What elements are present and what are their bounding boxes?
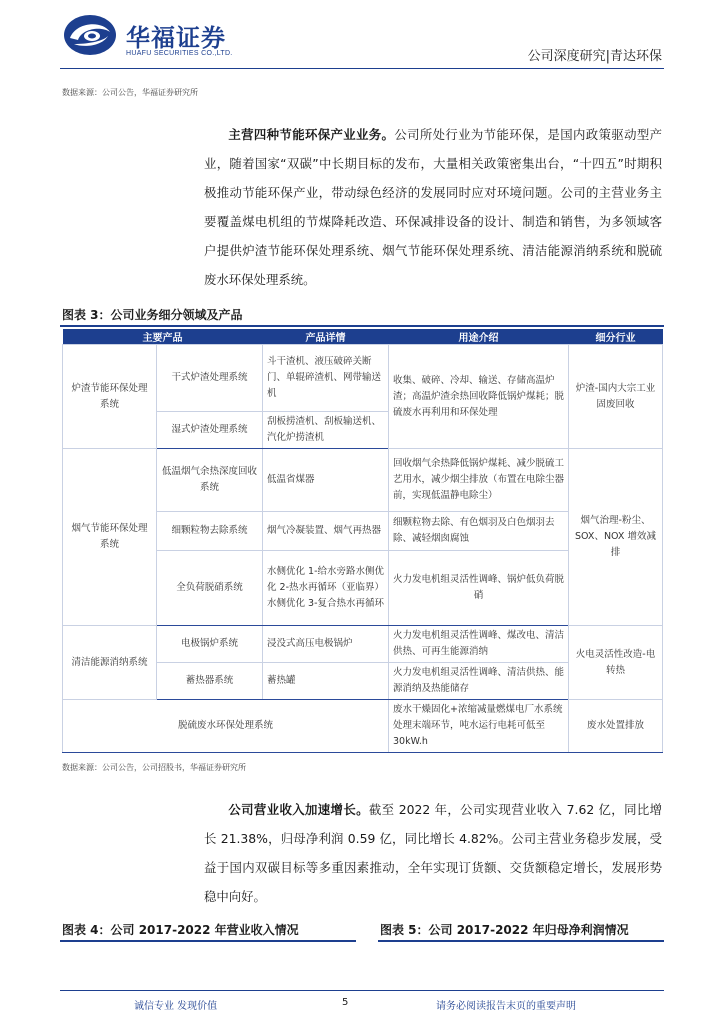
header-industry: 细分行业 bbox=[569, 329, 663, 345]
industry-clean: 火电灵活性改造-电转热 bbox=[569, 626, 663, 700]
product-gas-low: 低温烟气余热深度回收系统 bbox=[157, 449, 263, 512]
top-data-source: 数据来源：公司公告，华福证券研究所 bbox=[62, 88, 198, 97]
footer-divider bbox=[60, 990, 664, 991]
revenue-paragraph bbox=[204, 795, 662, 911]
footer-slogan: 诚信专业 发现价值 bbox=[134, 1001, 218, 1012]
product-clean-boiler: 电极锅炉系统 bbox=[157, 626, 263, 663]
product-gas-full: 全负荷脱硝系统 bbox=[157, 551, 263, 626]
table-row bbox=[63, 345, 663, 412]
usage-slag: 收集、破碎、冷却、输送、存储高温炉渣；高温炉渣余热回收降低锅炉煤耗；脱硫废水再利用和环保处理 bbox=[389, 345, 569, 449]
industry-slag: 炉渣-国内大宗工业固废回收 bbox=[569, 345, 663, 449]
logo-english-name: HUAFU SECURITIES CO.,LTD. bbox=[126, 50, 233, 57]
figure4-rule bbox=[60, 940, 356, 942]
business-text: 公司所处行业为节能环保，是国内政策驱动型产业，随着国家“双碳”中长期目标的发布，大量相关政策密集出台，“十四五”时期积极推动节能环保产业，带动绿色经济的发展同时应对环境问题。公司的主营业务主要覆盖煤电机组的节煤降耗改造、环保减排设备的设计、制造和销售，为多领域客户提供炉渣节能环保处理系统、烟气节能环保处理系统、清洁能源消纳系统和脱硫废水环保处理系统。 bbox=[204, 127, 663, 287]
figure4-title: 图表 4：公司 2017-2022 年营业收入情况 bbox=[62, 923, 299, 937]
logo-chinese-name: 华福证券 bbox=[126, 23, 226, 52]
usage-gas-low: 回收烟气余热降低锅炉煤耗、减少脱硫工艺用水，减少烟尘排放（布置在电除尘器前，实现低温静电除尘） bbox=[389, 449, 569, 512]
product-gas-fine: 细颗粒物去除系统 bbox=[157, 512, 263, 551]
detail-clean-heat: 蓄热罐 bbox=[263, 663, 389, 700]
figure3-title: 图表 3：公司业务细分领域及产品 bbox=[62, 308, 243, 322]
detail-clean-boiler: 浸没式高压电极锅炉 bbox=[263, 626, 389, 663]
industry-gas: 烟气治理-粉尘、SOX、NOX 增效减排 bbox=[569, 449, 663, 626]
usage-water: 废水干燥固化+浓缩减量燃煤电厂水系统处理末端环节，吨水运行电耗可低至30kW.h bbox=[389, 700, 569, 753]
detail-gas-full: 水侧优化 1-给水旁路水侧优化 2-热水再循环（亚临界）水侧优化 3-复合热水再循环 bbox=[263, 551, 389, 626]
table-header-row bbox=[63, 329, 663, 345]
figure3-rule bbox=[60, 325, 664, 327]
product-slag-wet: 湿式炉渣处理系统 bbox=[157, 412, 263, 449]
product-clean-heat: 蓄热器系统 bbox=[157, 663, 263, 700]
industry-water: 废水处置排放 bbox=[569, 700, 663, 753]
usage-clean-boiler: 火力发电机组灵活性调峰、煤改电、清洁供热、可再生能源消纳 bbox=[389, 626, 569, 663]
table-row bbox=[63, 626, 663, 663]
figure5-title: 图表 5：公司 2017-2022 年归母净利润情况 bbox=[380, 923, 629, 937]
page-number: 5 bbox=[342, 997, 349, 1008]
header-main-product: 主要产品 bbox=[63, 329, 263, 345]
figure5-rule bbox=[378, 940, 664, 942]
usage-clean-heat: 火力发电机组灵活性调峰、清洁供热、能源消纳及热能储存 bbox=[389, 663, 569, 700]
detail-gas-low: 低温省煤器 bbox=[263, 449, 389, 512]
category-slag: 炉渣节能环保处理系统 bbox=[63, 345, 157, 449]
header-product-detail: 产品详情 bbox=[263, 329, 389, 345]
business-table bbox=[62, 329, 663, 753]
detail-slag-dry: 斗干渣机、液压破碎关断门、单辊碎渣机、网带输送机 bbox=[263, 345, 389, 412]
header-divider bbox=[60, 68, 664, 69]
figure3-source: 数据来源：公司公告，公司招股书，华福证券研究所 bbox=[62, 763, 246, 772]
category-gas: 烟气节能环保处理系统 bbox=[63, 449, 157, 626]
category-water: 脱硫废水环保处理系统 bbox=[63, 700, 389, 753]
usage-gas-full: 火力发电机组灵活性调峰、锅炉低负荷脱硝 bbox=[389, 551, 569, 626]
company-logo bbox=[62, 12, 252, 64]
revenue-lead: 公司营业收入加速增长。 bbox=[228, 802, 369, 817]
usage-gas-fine: 细颗粒物去除、有色烟羽及白色烟羽去除、减轻烟囱腐蚀 bbox=[389, 512, 569, 551]
category-clean: 清洁能源消纳系统 bbox=[63, 626, 157, 700]
detail-gas-fine: 烟气冷凝装置、烟气再热器 bbox=[263, 512, 389, 551]
detail-slag-wet: 刮板捞渣机、刮板输送机、汽化炉捞渣机 bbox=[263, 412, 389, 449]
footer-disclaimer: 请务必阅读报告末页的重要声明 bbox=[436, 1001, 576, 1012]
logo-swirl-icon bbox=[62, 12, 118, 58]
header-usage: 用途介绍 bbox=[389, 329, 569, 345]
revenue-text: 截至 2022 年，公司实现营业收入 7.62 亿，同比增长 21.38%，归母净利润 0.59 亿，同比增长 4.82%。公司主营业务稳步发展，受益于国内双碳目标等多重因素推动，全年实现订货额、交货额稳定增长，发展形势稳中向好。 bbox=[204, 802, 662, 904]
business-lead: 主营四种节能环保产业业务。 bbox=[228, 127, 395, 142]
report-title: 公司深度研究|青达环保 bbox=[527, 49, 662, 64]
product-slag-dry: 干式炉渣处理系统 bbox=[157, 345, 263, 412]
table-row bbox=[63, 700, 663, 753]
table-row bbox=[63, 449, 663, 512]
business-paragraph bbox=[204, 120, 662, 294]
